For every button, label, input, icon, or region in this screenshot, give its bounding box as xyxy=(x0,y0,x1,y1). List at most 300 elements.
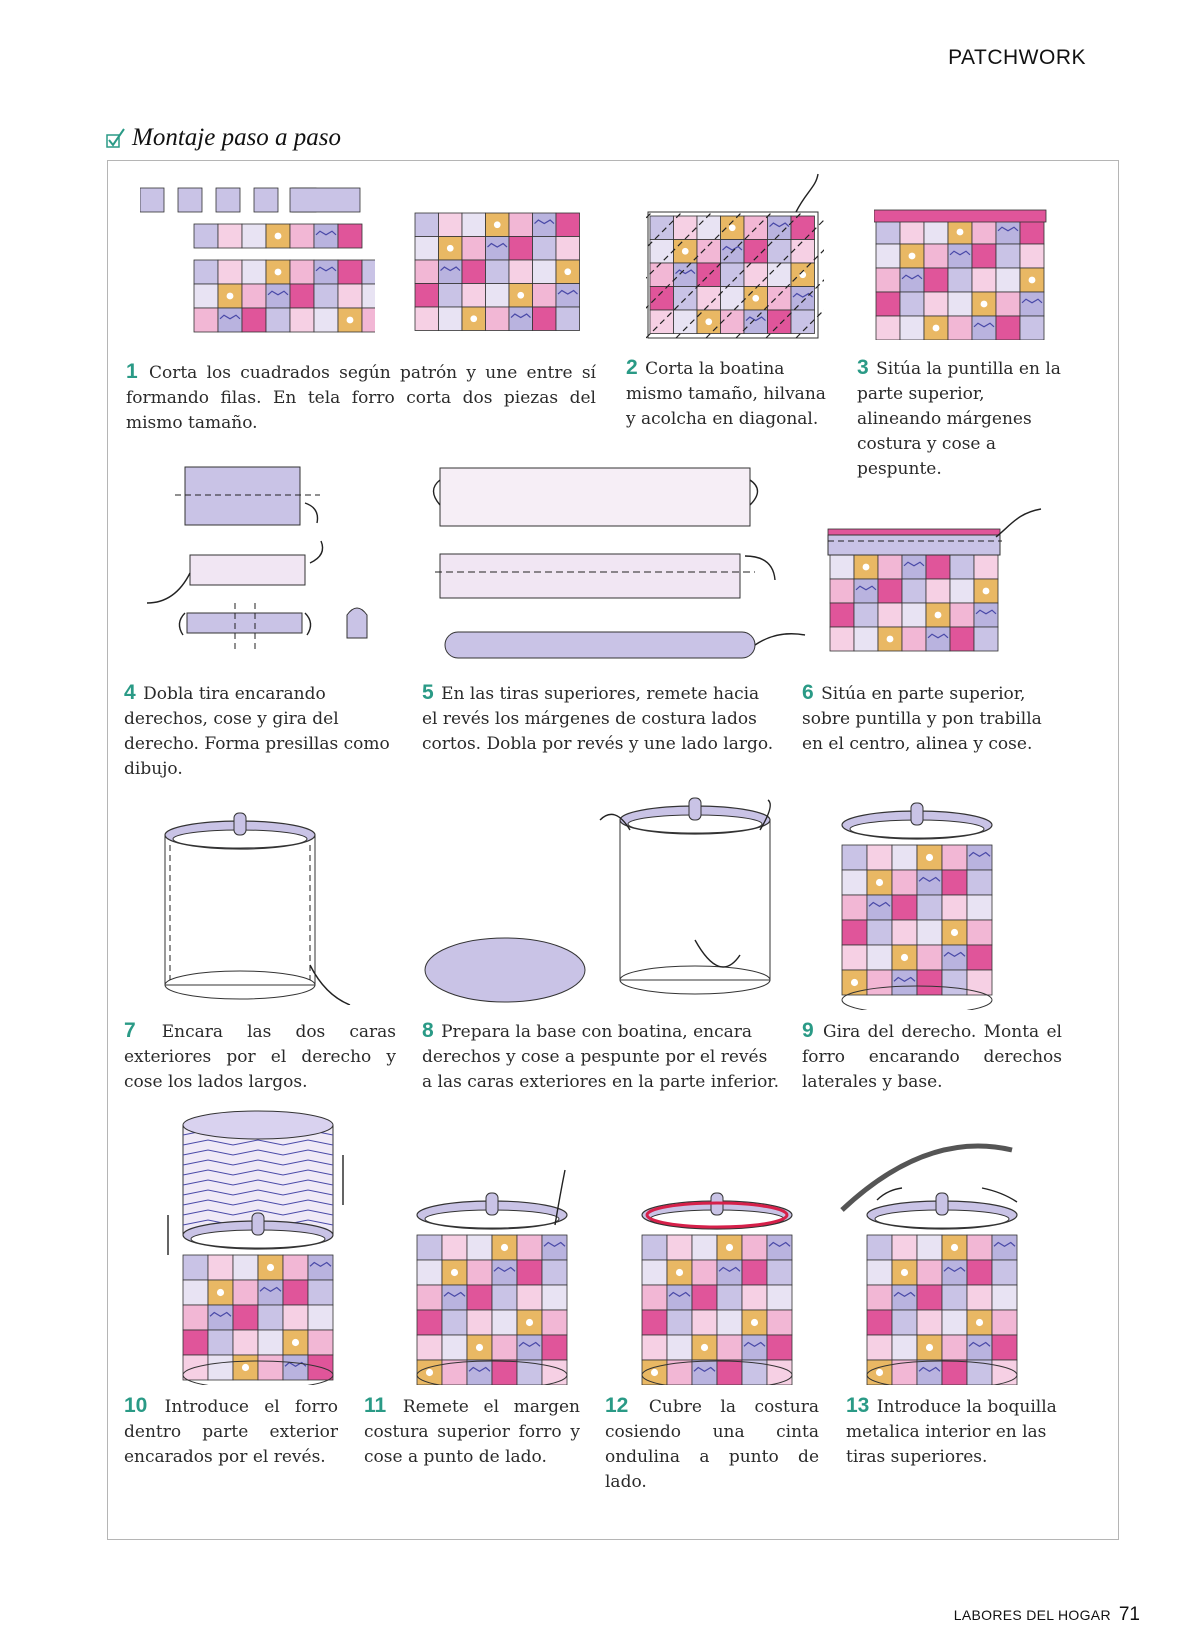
illustration-shape xyxy=(996,509,1041,537)
illustration-shape xyxy=(179,613,185,635)
illustration-shape xyxy=(900,268,924,292)
illustration-shape xyxy=(867,945,892,970)
illustration-shape xyxy=(439,260,463,284)
illustration-step-3-lace xyxy=(874,206,1050,340)
illustration-shape xyxy=(851,979,858,986)
illustration-shape xyxy=(867,895,892,920)
step-text: Introduce la boquilla metalica interior en las tiras superiores. xyxy=(846,1397,1057,1467)
illustration-shape xyxy=(564,268,571,275)
illustration-shape xyxy=(275,233,282,240)
illustration-shape xyxy=(917,870,942,895)
illustration-shape xyxy=(878,579,902,603)
illustration-shape xyxy=(854,579,878,603)
illustration-shape xyxy=(208,1255,233,1280)
illustration-shape xyxy=(902,603,926,627)
illustration-step-12-basket xyxy=(635,1175,800,1385)
illustration-shape xyxy=(692,1310,717,1335)
illustration-shape xyxy=(308,1330,333,1355)
illustration-shape xyxy=(517,1335,542,1360)
illustration-shape xyxy=(642,1335,667,1360)
illustration-shape xyxy=(752,295,759,302)
illustration-shape xyxy=(462,237,486,261)
illustration-shape xyxy=(266,284,290,308)
illustration-shape xyxy=(917,945,942,970)
illustration-shape xyxy=(729,224,736,231)
illustration-shape xyxy=(705,318,712,325)
illustration-shape xyxy=(967,1260,992,1285)
step-4 xyxy=(124,680,396,782)
illustration-shape xyxy=(854,603,878,627)
illustration-shape xyxy=(509,237,533,261)
illustration-shape xyxy=(996,316,1020,340)
illustration-shape xyxy=(242,224,266,248)
illustration-step-9-basket xyxy=(830,785,1005,1010)
illustration-shape xyxy=(751,1319,758,1326)
illustration-shape xyxy=(415,284,439,308)
illustration-shape xyxy=(892,1235,917,1260)
illustration-shape xyxy=(242,260,266,284)
illustration-shape xyxy=(867,845,892,870)
illustration-shape xyxy=(517,1260,542,1285)
page-title xyxy=(106,124,341,152)
illustration-shape xyxy=(183,1330,208,1355)
step-number: 11 xyxy=(364,1394,387,1417)
illustration-shape xyxy=(216,188,240,212)
illustration-step-4-strips xyxy=(145,463,385,663)
illustration-shape xyxy=(486,284,510,308)
illustration-shape xyxy=(165,835,315,985)
illustration-shape xyxy=(258,1355,283,1380)
illustration-shape xyxy=(967,970,992,995)
illustration-shape xyxy=(305,613,311,635)
illustration-shape xyxy=(674,263,698,287)
illustration-shape xyxy=(283,1355,308,1380)
title-text: Montaje paso a paso xyxy=(132,124,342,151)
illustration-shape xyxy=(768,263,792,287)
illustration-shape xyxy=(194,260,218,284)
illustration-step-1-panel xyxy=(413,211,581,337)
step-1 xyxy=(126,359,596,436)
illustration-shape xyxy=(867,1260,892,1285)
illustration-shape xyxy=(981,301,988,308)
step-3 xyxy=(857,355,1064,482)
illustration-shape xyxy=(900,220,924,244)
illustration-shape xyxy=(842,845,867,870)
illustration-shape xyxy=(494,221,501,228)
illustration-shape xyxy=(942,845,967,870)
illustration-shape xyxy=(942,1335,967,1360)
illustration-shape xyxy=(417,1285,442,1310)
illustration-shape xyxy=(902,555,926,579)
illustration-shape xyxy=(917,1285,942,1310)
illustration-shape xyxy=(642,1235,667,1260)
illustration-shape xyxy=(509,260,533,284)
illustration-shape xyxy=(667,1335,692,1360)
illustration-shape xyxy=(942,1260,967,1285)
illustration-shape xyxy=(290,308,314,332)
illustration-shape xyxy=(950,555,974,579)
illustration-shape xyxy=(542,1260,567,1285)
illustration-shape xyxy=(242,1364,249,1371)
illustration-shape xyxy=(917,920,942,945)
illustration-shape xyxy=(842,870,867,895)
illustration-shape xyxy=(185,467,300,525)
illustration-shape xyxy=(674,216,698,240)
step-number: 2 xyxy=(626,356,638,379)
illustration-shape xyxy=(362,284,375,308)
page-number: 71 xyxy=(1118,1604,1140,1625)
illustration-shape xyxy=(290,188,360,212)
illustration-shape xyxy=(976,1319,983,1326)
illustration-shape xyxy=(996,244,1020,268)
illustration-shape xyxy=(878,603,902,627)
illustration-shape xyxy=(767,1310,792,1335)
step-text: Sitúa en parte superior, sobre puntilla y pon trabilla en el centro, alinea y cose. xyxy=(802,684,1042,754)
illustration-shape xyxy=(950,579,974,603)
illustration-shape xyxy=(486,237,510,261)
step-5 xyxy=(422,680,778,757)
illustration-shape xyxy=(967,1335,992,1360)
illustration-shape xyxy=(194,224,218,248)
illustration-shape xyxy=(917,1235,942,1260)
illustration-shape xyxy=(234,813,246,835)
step-number: 4 xyxy=(124,681,136,704)
step-text: Prepara la base con boatina, encara derechos y cose a pespunte por el revés a las caras exteriores en la parte inferior. xyxy=(422,1022,779,1092)
illustration-shape xyxy=(362,260,375,284)
illustration-shape xyxy=(283,1255,308,1280)
illustration-shape xyxy=(347,608,367,638)
illustration-shape xyxy=(439,213,463,237)
illustration-shape xyxy=(440,554,740,598)
illustration-shape xyxy=(768,216,792,240)
illustration-shape xyxy=(972,220,996,244)
illustration-shape xyxy=(876,316,900,340)
illustration-shape xyxy=(266,308,290,332)
illustration-shape xyxy=(974,603,998,627)
illustration-shape xyxy=(533,237,557,261)
illustration-shape xyxy=(254,188,278,212)
illustration-shape xyxy=(967,945,992,970)
illustration-shape xyxy=(877,1188,902,1200)
illustration-shape xyxy=(942,945,967,970)
illustration-shape xyxy=(948,292,972,316)
illustration-shape xyxy=(283,1305,308,1330)
illustration-shape xyxy=(674,310,698,334)
illustration-shape xyxy=(717,1310,742,1335)
illustration-shape xyxy=(183,1280,208,1305)
illustration-shape xyxy=(338,224,362,248)
illustration-shape xyxy=(876,879,883,886)
illustration-shape xyxy=(290,224,314,248)
illustration-shape xyxy=(542,1360,567,1385)
illustration-shape xyxy=(996,268,1020,292)
illustration-shape xyxy=(942,1285,967,1310)
illustration-shape xyxy=(1020,220,1044,244)
step-text: Corta la boatina mismo tamaño, hilvana y acolcha en diagonal. xyxy=(626,359,826,429)
illustration-shape xyxy=(948,268,972,292)
illustration-shape xyxy=(442,1335,467,1360)
illustration-shape xyxy=(917,970,942,995)
illustration-shape xyxy=(911,803,923,825)
illustration-shape xyxy=(900,292,924,316)
illustration-shape xyxy=(742,1335,767,1360)
illustration-shape xyxy=(556,284,580,308)
illustration-shape xyxy=(926,854,933,861)
illustration-shape xyxy=(983,588,990,595)
step-number: 8 xyxy=(422,1019,434,1042)
illustration-shape xyxy=(948,316,972,340)
illustration-shape xyxy=(667,1285,692,1310)
illustration-shape xyxy=(878,555,902,579)
illustration-shape xyxy=(442,1310,467,1335)
illustration-shape xyxy=(252,1213,264,1235)
illustration-shape xyxy=(767,1360,792,1385)
illustration-shape xyxy=(992,1235,1017,1260)
illustration-shape xyxy=(867,1310,892,1335)
illustration-shape xyxy=(208,1305,233,1330)
step-text: Encara las dos caras exteriores por el derecho y cose los lados largos. xyxy=(124,1022,396,1092)
illustration-shape xyxy=(972,316,996,340)
step-2 xyxy=(626,355,834,432)
illustration-shape xyxy=(791,287,815,311)
illustration-shape xyxy=(742,1260,767,1285)
illustration-shape xyxy=(292,1339,299,1346)
illustration-shape xyxy=(842,945,867,970)
illustration-shape xyxy=(492,1335,517,1360)
illustration-shape xyxy=(942,1360,967,1385)
illustration-shape xyxy=(924,292,948,316)
step-number: 13 xyxy=(846,1394,870,1417)
illustration-shape xyxy=(796,174,818,212)
illustration-shape xyxy=(974,555,998,579)
illustration-shape xyxy=(218,224,242,248)
illustration-shape xyxy=(744,310,768,334)
illustration-shape xyxy=(208,1355,233,1380)
illustration-shape xyxy=(462,284,486,308)
illustration-shape xyxy=(721,310,745,334)
illustration-shape xyxy=(470,315,477,322)
illustration-shape xyxy=(492,1285,517,1310)
illustration-shape xyxy=(242,284,266,308)
step-9 xyxy=(802,1018,1062,1095)
illustration-shape xyxy=(533,213,557,237)
illustration-shape xyxy=(440,468,750,526)
illustration-shape xyxy=(854,627,878,651)
illustration-shape xyxy=(542,1285,567,1310)
illustration-shape xyxy=(501,1244,508,1251)
illustration-shape xyxy=(426,1369,433,1376)
illustration-shape xyxy=(742,1285,767,1310)
illustration-shape xyxy=(183,1255,208,1280)
illustration-shape xyxy=(967,1285,992,1310)
illustration-shape xyxy=(467,1285,492,1310)
illustration-shape xyxy=(926,1344,933,1351)
illustration-shape xyxy=(791,310,815,334)
illustration-shape xyxy=(620,820,770,980)
illustration-shape xyxy=(462,213,486,237)
illustration-shape xyxy=(767,1260,792,1285)
step-text: Introduce el forro dentro parte exterior encarados por el revés. xyxy=(124,1397,339,1467)
illustration-shape xyxy=(425,938,585,1002)
illustration-shape xyxy=(996,292,1020,316)
step-12 xyxy=(605,1393,819,1495)
illustration-shape xyxy=(697,287,721,311)
illustration-shape xyxy=(305,503,318,523)
illustration-shape xyxy=(667,1310,692,1335)
illustration-shape xyxy=(951,1244,958,1251)
illustration-shape xyxy=(874,210,1046,222)
illustration-shape xyxy=(314,260,338,284)
illustration-shape xyxy=(842,1146,1012,1210)
illustration-shape xyxy=(992,1285,1017,1310)
step-13 xyxy=(846,1393,1062,1470)
illustration-shape xyxy=(924,244,948,268)
step-text: Cubre la costura cosiendo una cinta ondulina a punto de lado. xyxy=(605,1397,820,1492)
illustration-shape xyxy=(467,1310,492,1335)
step-text: En las tiras superiores, remete hacia el revés los márgenes de costura lados cortos. Dobla por revés y une lado largo. xyxy=(422,684,774,754)
illustration-shape xyxy=(509,213,533,237)
illustration-shape xyxy=(642,1260,667,1285)
illustration-shape xyxy=(967,845,992,870)
illustration-shape xyxy=(533,307,557,331)
illustration-shape xyxy=(218,260,242,284)
illustration-shape xyxy=(542,1335,567,1360)
illustration-shape xyxy=(926,627,950,651)
illustration-shape xyxy=(556,307,580,331)
illustration-shape xyxy=(767,1335,792,1360)
illustration-shape xyxy=(283,1280,308,1305)
illustration-shape xyxy=(948,244,972,268)
illustration-shape xyxy=(742,1235,767,1260)
illustration-shape xyxy=(233,1280,258,1305)
illustration-shape xyxy=(842,895,867,920)
illustration-shape xyxy=(314,308,338,332)
illustration-step-2-quilted xyxy=(646,172,824,340)
illustration-shape xyxy=(467,1360,492,1385)
illustration-shape xyxy=(726,1244,733,1251)
illustration-shape xyxy=(650,216,674,240)
illustration-shape xyxy=(347,317,354,324)
illustration-shape xyxy=(768,310,792,334)
illustration-shape xyxy=(892,920,917,945)
illustration-shape xyxy=(917,1260,942,1285)
illustration-shape xyxy=(275,269,282,276)
illustration-shape xyxy=(1020,316,1044,340)
illustration-shape xyxy=(338,260,362,284)
step-number: 7 xyxy=(124,1019,136,1042)
illustration-shape xyxy=(957,229,964,236)
step-text: Dobla tira encarando derechos, cose y gira del derecho. Forma presillas como dibujo. xyxy=(124,684,390,779)
illustration-shape xyxy=(556,237,580,261)
illustration-shape xyxy=(972,244,996,268)
illustration-shape xyxy=(650,287,674,311)
illustration-shape xyxy=(876,220,900,244)
illustration-shape xyxy=(892,1335,917,1360)
illustration-shape xyxy=(258,1330,283,1355)
illustration-shape xyxy=(744,240,768,264)
illustration-shape xyxy=(867,1335,892,1360)
illustration-shape xyxy=(190,555,305,585)
illustration-shape xyxy=(445,632,755,658)
step-8 xyxy=(422,1018,782,1095)
illustration-shape xyxy=(926,579,950,603)
illustration-shape xyxy=(258,1305,283,1330)
illustration-shape xyxy=(183,1111,333,1139)
illustration-shape xyxy=(415,213,439,237)
illustration-shape xyxy=(892,970,917,995)
illustration-shape xyxy=(486,260,510,284)
magazine-name: LABORES DEL HOGAR xyxy=(953,1607,1111,1623)
illustration-shape xyxy=(509,307,533,331)
illustration-shape xyxy=(842,920,867,945)
illustration-shape xyxy=(267,1264,274,1271)
illustration-shape xyxy=(721,263,745,287)
illustration-shape xyxy=(901,1269,908,1276)
illustration-shape xyxy=(767,1235,792,1260)
illustration-shape xyxy=(967,1235,992,1260)
illustration-shape xyxy=(755,634,805,645)
illustration-shape xyxy=(217,1289,224,1296)
illustration-shape xyxy=(526,1319,533,1326)
illustration-shape xyxy=(867,920,892,945)
illustration-shape xyxy=(892,895,917,920)
illustration-shape xyxy=(917,1360,942,1385)
illustration-shape xyxy=(967,870,992,895)
illustration-shape xyxy=(867,970,892,995)
illustration-shape xyxy=(876,292,900,316)
illustration-shape xyxy=(415,307,439,331)
step-11 xyxy=(364,1393,580,1470)
illustration-shape xyxy=(830,627,854,651)
illustration-shape xyxy=(942,895,967,920)
illustration-shape xyxy=(876,268,900,292)
illustration-shape xyxy=(924,268,948,292)
page-footer xyxy=(954,1604,1140,1626)
illustration-shape xyxy=(892,1285,917,1310)
illustration-shape xyxy=(451,1269,458,1276)
illustration-shape xyxy=(701,1344,708,1351)
illustration-shape xyxy=(208,1330,233,1355)
illustration-shape xyxy=(972,268,996,292)
step-text: Remete el margen costura superior forro y cose a punto de lado. xyxy=(364,1397,581,1467)
illustration-shape xyxy=(917,895,942,920)
illustration-shape xyxy=(542,1235,567,1260)
illustration-shape xyxy=(642,1285,667,1310)
illustration-shape xyxy=(650,240,674,264)
illustration-shape xyxy=(830,579,854,603)
illustration-shape xyxy=(415,260,439,284)
illustration-shape xyxy=(417,1260,442,1285)
step-number: 10 xyxy=(124,1394,148,1417)
illustration-shape xyxy=(892,870,917,895)
illustration-shape xyxy=(218,308,242,332)
illustration-shape xyxy=(828,535,1000,555)
step-number: 1 xyxy=(126,360,138,383)
illustration-shape xyxy=(692,1285,717,1310)
step-text: Gira del derecho. Monta el forro encarando derechos laterales y base. xyxy=(802,1022,1062,1092)
illustration-shape xyxy=(194,308,218,332)
illustration-shape xyxy=(676,1269,683,1276)
step-text: Corta los cuadrados según patrón y une entre sí formando filas. En tela forro corta dos piezas del mismo tamaño. xyxy=(126,363,596,433)
illustration-shape xyxy=(791,240,815,264)
illustration-shape xyxy=(917,1310,942,1335)
illustration-shape xyxy=(492,1310,517,1335)
illustration-shape xyxy=(996,220,1020,244)
section-label: PATCHWORK xyxy=(948,46,1086,69)
illustration-shape xyxy=(492,1260,517,1285)
illustration-shape xyxy=(462,260,486,284)
illustration-shape xyxy=(935,612,942,619)
